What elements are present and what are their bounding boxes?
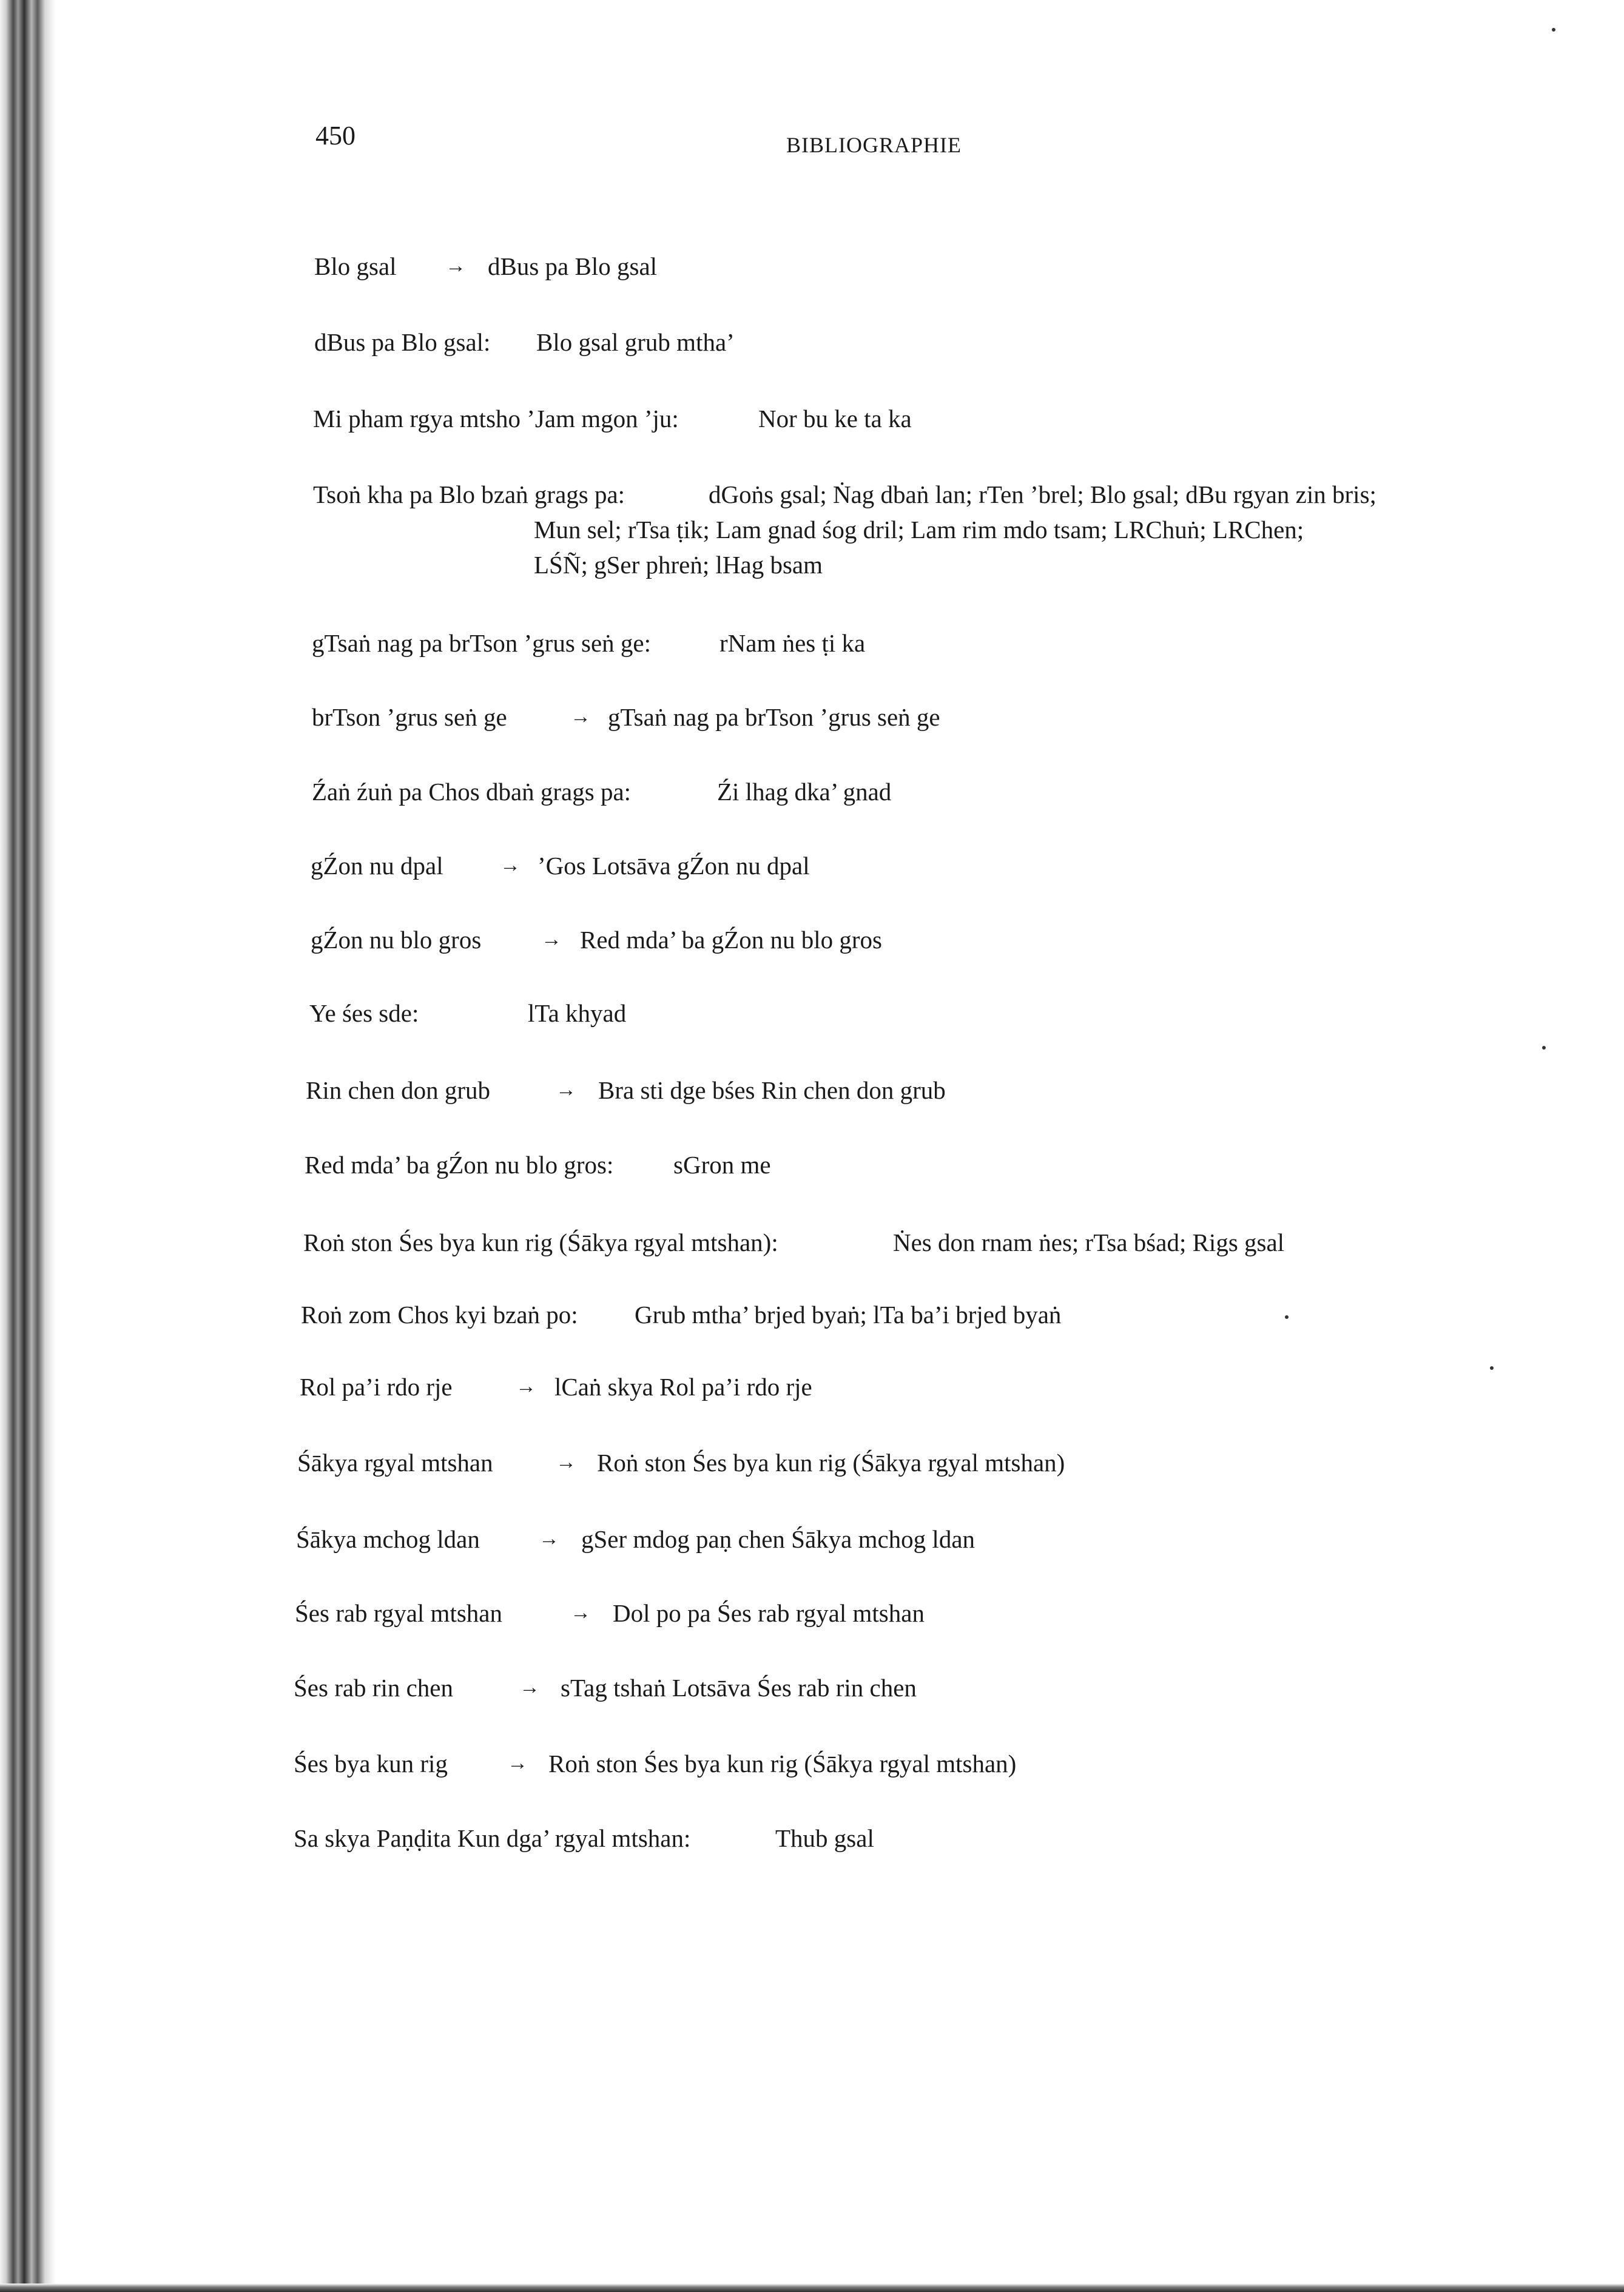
entry-reference: Dol po pa Śes rab rgyal mtshan bbox=[613, 1599, 925, 1627]
cross-reference-arrow-icon: → bbox=[539, 1528, 559, 1550]
entry-term: Śākya rgyal mtshan bbox=[297, 1449, 493, 1477]
entry-term: Rin chen don grub bbox=[306, 1076, 491, 1104]
entry-term: gŹon nu dpal bbox=[311, 852, 443, 880]
entry-works: dGoṅs gsal; Ṅag dbaṅ lan; rTen ’brel; Blo gsal; dBu rgyan zin bris; bbox=[709, 480, 1376, 508]
page-bottom-edge bbox=[0, 2284, 1624, 2292]
entry-term: Sa skya Paṇḍita Kun dga’ rgyal mtshan: bbox=[294, 1824, 691, 1852]
entry-works: Ṅes don rnam ṅes; rTsa bśad; Rigs gsal bbox=[893, 1229, 1285, 1256]
cross-reference-arrow-icon: → bbox=[445, 255, 466, 277]
entry-works-continued: Mun sel; rTsa ṭik; Lam gnad śog dril; Lam rim mdo tsam; LRChuṅ; LRChen; bbox=[534, 516, 1304, 544]
cross-reference-arrow-icon: → bbox=[516, 1375, 536, 1398]
scan-speck bbox=[1552, 28, 1555, 32]
entry-reference: lCaṅ skya Rol pa’i rdo rje bbox=[554, 1373, 812, 1401]
book-binding-shadow bbox=[0, 0, 56, 2292]
cross-reference-arrow-icon: → bbox=[556, 1451, 576, 1474]
entry-works: Nor bu ke ta ka bbox=[758, 405, 912, 433]
entry-term: Śes rab rin chen bbox=[294, 1674, 453, 1702]
entry-reference: Roṅ ston Śes bya kun rig (Śākya rgyal mtshan) bbox=[597, 1449, 1065, 1477]
entry-works: Grub mtha’ brjed byaṅ; lTa ba’i brjed byaṅ bbox=[635, 1301, 1062, 1329]
entry-term: Roṅ ston Śes bya kun rig (Śākya rgyal mtshan): bbox=[303, 1229, 778, 1256]
cross-reference-arrow-icon: → bbox=[519, 1676, 540, 1699]
entry-term: Mi pham rgya mtsho ’Jam mgon ’ju: bbox=[313, 405, 679, 433]
scan-speck bbox=[1285, 1315, 1289, 1319]
entry-reference: Red mda’ ba gŹon nu blo gros bbox=[580, 926, 882, 954]
entry-term: Blo gsal bbox=[314, 252, 397, 280]
entry-works-continued: LŚÑ; gSer phreṅ; lHag bsam bbox=[534, 551, 823, 579]
cross-reference-arrow-icon: → bbox=[570, 1602, 591, 1624]
entry-works: Thub gsal bbox=[775, 1824, 874, 1852]
entry-term: brTson ’grus seṅ ge bbox=[312, 703, 507, 731]
scan-speck bbox=[1490, 1366, 1494, 1370]
entry-reference: gTsaṅ nag pa brTson ’grus seṅ ge bbox=[608, 703, 940, 731]
entry-term: Tsoṅ kha pa Blo bzaṅ grags pa: bbox=[313, 480, 625, 508]
entry-reference: dBus pa Blo gsal bbox=[488, 252, 658, 280]
entry-term: Red mda’ ba gŹon nu blo gros: bbox=[305, 1151, 614, 1179]
cross-reference-arrow-icon: → bbox=[507, 1752, 528, 1775]
cross-reference-arrow-icon: → bbox=[500, 854, 521, 877]
entry-works: Blo gsal grub mtha’ bbox=[536, 328, 735, 356]
entry-works: sGron me bbox=[673, 1151, 771, 1179]
entry-term: gTsaṅ nag pa brTson ’grus seṅ ge: bbox=[312, 629, 652, 657]
entry-reference: Bra sti dge bśes Rin chen don grub bbox=[598, 1076, 946, 1104]
entry-reference: ’Gos Lotsāva gŹon nu dpal bbox=[537, 852, 810, 880]
entry-term: gŹon nu blo gros bbox=[311, 926, 482, 954]
entry-reference: gSer mdog paṇ chen Śākya mchog ldan bbox=[581, 1525, 975, 1553]
entry-works: rNam ṅes ṭi ka bbox=[719, 629, 866, 657]
entry-reference: sTag tshaṅ Lotsāva Śes rab rin chen bbox=[561, 1674, 917, 1702]
entry-reference: Roṅ ston Śes bya kun rig (Śākya rgyal mtshan) bbox=[548, 1750, 1017, 1778]
entry-term: Źaṅ źuṅ pa Chos dbaṅ grags pa: bbox=[312, 778, 632, 806]
page-number: 450 bbox=[315, 121, 355, 150]
cross-reference-arrow-icon: → bbox=[556, 1079, 576, 1101]
entry-works: Źi lhag dka’ gnad bbox=[717, 778, 892, 806]
entry-term: Śes bya kun rig bbox=[294, 1750, 448, 1778]
cross-reference-arrow-icon: → bbox=[570, 706, 591, 728]
entry-term: Rol pa’i rdo rje bbox=[300, 1373, 453, 1401]
entry-term: Śes rab rgyal mtshan bbox=[295, 1599, 502, 1627]
entry-term: Ye śes sde: bbox=[309, 999, 419, 1027]
running-header: BIBLIOGRAPHIE bbox=[786, 133, 962, 157]
scan-speck bbox=[1542, 1046, 1546, 1050]
entry-works: lTa khyad bbox=[528, 999, 627, 1027]
cross-reference-arrow-icon: → bbox=[541, 928, 562, 951]
entry-term: Roṅ zom Chos kyi bzaṅ po: bbox=[301, 1301, 578, 1329]
entry-term: Śākya mchog ldan bbox=[296, 1525, 480, 1553]
entry-term: dBus pa Blo gsal: bbox=[314, 328, 491, 356]
